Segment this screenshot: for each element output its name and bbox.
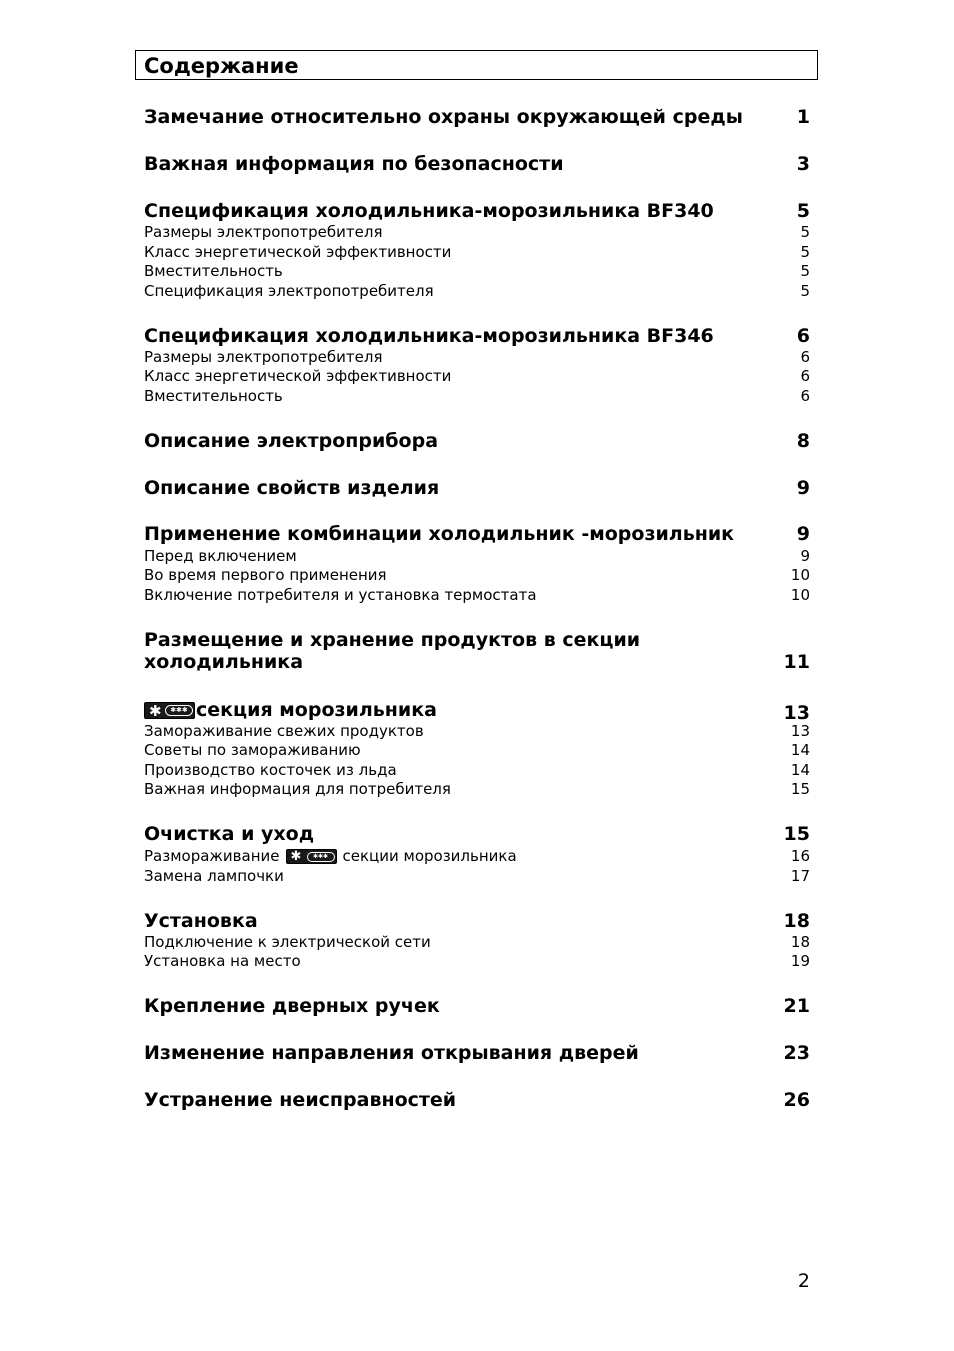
toc-subentry-page: 6 [800,387,810,405]
toc-entry-page: 15 [783,823,810,845]
toc-subentry-defrost[interactable] [144,847,810,866]
toc-subentry-label: Класс энергетической эффективности [144,367,452,385]
toc-subentry[interactable] [144,867,810,886]
toc-subentry-label: Размеры электропотребителя [144,223,383,241]
toc-entry-label: Замечание относительно охраны окружающей среды [144,106,743,128]
toc-entry-door-reversal[interactable] [144,1042,810,1064]
toc-title: Содержание [135,50,818,80]
toc-entry-page: 13 [783,701,810,724]
toc-entry-spec-bf340[interactable] [144,200,810,222]
toc-entry-description[interactable] [144,430,810,452]
toc-subentry[interactable] [144,586,810,605]
toc-subentry[interactable] [144,282,810,301]
toc-subentry-page: 5 [800,262,810,280]
toc-entry-page: 9 [796,523,810,545]
toc-subentry[interactable] [144,780,810,799]
toc-entry-label: Важная информация по безопасности [144,153,564,175]
toc-subentry-label: Замена лампочки [144,867,284,885]
toc-subentry[interactable] [144,933,810,952]
toc-entry-page: 6 [796,325,810,347]
toc-subentry-label: Советы по замораживанию [144,741,361,759]
toc-entry-usage[interactable] [144,523,810,545]
toc-subentry-label: Замораживание свежих продуктов [144,722,424,740]
toc-subentry[interactable] [144,566,810,585]
toc-subentry-label: Установка на место [144,952,301,970]
toc-subentry-page: 6 [800,367,810,385]
toc-subentry-page: 15 [790,780,810,798]
toc-subentry-page: 10 [790,566,810,584]
toc-subentry-label-after: секции морозильника [342,847,517,865]
toc-subentry-label: Производство косточек из льда [144,761,397,779]
page-number: 2 [797,1270,810,1292]
toc-subentry-page: 5 [800,243,810,261]
toc-entry-label-line1: Размещение и хранение продуктов в секции [144,629,641,651]
toc-entry-spec-bf346[interactable] [144,325,810,347]
toc-entry-label: Устранение неисправностей [144,1089,457,1111]
toc-subentry-page: 16 [790,847,810,865]
toc-subentry-label: Перед включением [144,547,297,565]
toc-subentry-page: 10 [790,586,810,604]
toc-entry-page: 9 [796,477,810,499]
toc-entry-label: секция морозильника [196,699,437,721]
toc-entry-label: Спецификация холодильника-морозильника BF346 [144,325,714,347]
toc-subentry[interactable] [144,547,810,566]
toc-entry-page: 3 [796,153,810,175]
toc-entry-troubleshooting[interactable] [144,1089,810,1111]
toc-entry-page: 1 [796,106,810,128]
toc-subentry[interactable] [144,741,810,760]
toc-subentry[interactable] [144,952,810,971]
toc-entry-label: Описание свойств изделия [144,477,440,499]
toc-entry-label: Изменение направления открывания дверей [144,1042,639,1064]
toc-subentry[interactable] [144,243,810,262]
toc-subentry-label: Важная информация для потребителя [144,780,451,798]
toc-subentry-page: 18 [790,933,810,951]
toc-subentry-label: Вместительность [144,262,283,280]
toc-subentry[interactable] [144,722,810,741]
toc-subentry-page: 19 [790,952,810,970]
toc-subentry[interactable] [144,367,810,386]
toc-entry-page: 8 [796,430,810,452]
toc-entry-page: 23 [783,1042,810,1064]
toc-entry-label: Применение комбинации холодильник -морозильник [144,523,735,545]
toc-subentry-page: 13 [790,722,810,740]
toc-subentry[interactable] [144,761,810,780]
toc-entry-page: 11 [783,651,810,673]
toc-entry-freezer[interactable] [144,699,810,724]
toc-entry-page: 5 [796,200,810,222]
toc-entry-label: Установка [144,910,258,932]
toc-entry-features[interactable] [144,477,810,499]
toc-subentry[interactable] [144,387,810,406]
toc-subentry-page: 14 [790,741,810,759]
toc-entry-installation[interactable] [144,910,810,932]
toc-subentry-label: Класс энергетической эффективности [144,243,452,261]
toc-subentry-label: Вместительность [144,387,283,405]
toc-entry-label: Крепление дверных ручек [144,995,440,1017]
toc-entry-label: Описание электроприбора [144,430,439,452]
toc-subentry-label: Подключение к электрической сети [144,933,431,951]
toc-subentry-page: 14 [790,761,810,779]
toc-entry-environment[interactable] [144,106,810,128]
toc-entry-page: 21 [783,995,810,1017]
toc-subentry-label: Включение потребителя и установка термостата [144,586,537,604]
toc-subentry[interactable] [144,223,810,242]
toc-subentry-page: 17 [790,867,810,885]
toc-entry-page: 18 [783,910,810,932]
toc-entry-storage[interactable] [144,629,810,673]
freezer-star-icon: ✱ ✱✱✱ [144,702,195,719]
toc-entry-handles[interactable] [144,995,810,1017]
toc-subentry[interactable] [144,348,810,367]
toc-subentry-label: Во время первого применения [144,566,387,584]
toc-subentry-page: 6 [800,348,810,366]
toc-subentry-page: 5 [800,223,810,241]
toc-entry-label: Спецификация холодильника-морозильника BF340 [144,200,714,222]
toc-subentry-label: Спецификация электропотребителя [144,282,434,300]
toc-subentry-page: 9 [800,547,810,565]
freezer-star-icon: ✱ ✱✱✱ [286,849,337,864]
toc-entry-cleaning[interactable] [144,823,810,845]
toc-entry-page: 26 [783,1089,810,1111]
toc-entry-safety[interactable] [144,153,810,175]
toc-entry-label-line2: холодильника [144,651,304,673]
toc-subentry-label: Размеры электропотребителя [144,348,383,366]
toc-entry-label: Очистка и уход [144,823,315,845]
toc-subentry-page: 5 [800,282,810,300]
toc-subentry-label-before: Размораживание [144,847,280,865]
toc-subentry[interactable] [144,262,810,281]
